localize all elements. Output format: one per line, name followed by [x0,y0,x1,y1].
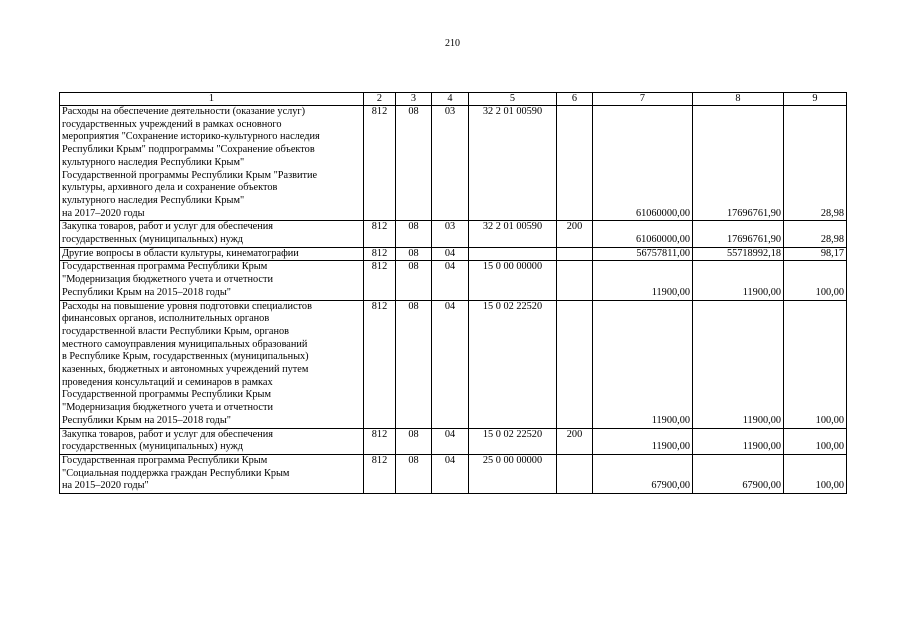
expense-type [557,454,593,493]
header-cell: 9 [784,93,847,106]
table-row [60,221,847,247]
executed-amount: 55718992,18 [693,247,784,261]
section-code: 08 [396,428,432,454]
planned-amount: 56757811,00 [593,247,693,261]
header-cell: 7 [593,93,693,106]
header-row [60,93,847,106]
section-code: 08 [396,221,432,247]
header-cell: 2 [364,93,396,106]
planned-amount: 11900,00 [593,428,693,454]
subsection-code: 03 [432,221,469,247]
target-article: 15 0 02 22520 [469,300,557,428]
header-cell: 6 [557,93,593,106]
expense-type: 200 [557,428,593,454]
target-article: 25 0 00 00000 [469,454,557,493]
header-cell: 5 [469,93,557,106]
target-article: 15 0 02 22520 [469,428,557,454]
subsection-code: 04 [432,428,469,454]
header-cell: 1 [60,93,364,106]
subsection-code: 04 [432,300,469,428]
executed-amount: 11900,00 [693,300,784,428]
planned-amount: 61060000,00 [593,106,693,221]
budget-table [59,92,847,494]
target-article: 32 2 01 00590 [469,221,557,247]
page-number: 210 [445,38,460,49]
planned-amount: 11900,00 [593,261,693,300]
header-cell: 8 [693,93,784,106]
section-code: 08 [396,261,432,300]
expense-type [557,247,593,261]
expense-name: Расходы на повышение уровня подготовки специалистов финансовых органов, исполнительных органов государственной власти Республики Крым, органов местного самоуправления муниципальных образований в Республике Крым, государственных (муниципальных) казенных, бюджетных и автономных учреждений путем проведения консультаций и семинаров в рамках Государственной программы Республики Крым "Модернизация бюджетного учета и отчетности Республики Крым на 2015–2018 годы" [60,300,364,428]
header-cell: 3 [396,93,432,106]
subsection-code: 04 [432,454,469,493]
section-code: 08 [396,247,432,261]
percent-executed: 100,00 [784,428,847,454]
subsection-code: 03 [432,106,469,221]
expense-name: Расходы на обеспечение деятельности (оказание услуг) государственных учреждений в рамках основного мероприятия "Сохранение историко-культурного наследия Республики Крым" подпрограммы "Сохранение объектов культурного наследия Республики Крым" Государственной программы Республики Крым "Развитие культуры, архивного дела и сохранение объектов культурного наследия Республики Крым" на 2017–2020 годы [60,106,364,221]
executed-amount: 11900,00 [693,428,784,454]
planned-amount: 67900,00 [593,454,693,493]
section-code: 08 [396,300,432,428]
subsection-code: 04 [432,261,469,300]
expense-name: Закупка товаров, работ и услуг для обеспечения государственных (муниципальных) нужд [60,428,364,454]
expense-name: Государственная программа Республики Крым "Модернизация бюджетного учета и отчетности Республики Крым на 2015–2018 годы" [60,261,364,300]
table-row [60,247,847,261]
table-row [60,300,847,428]
table-row [60,261,847,300]
expense-name: Другие вопросы в области культуры, кинематографии [60,247,364,261]
ministry-code: 812 [364,247,396,261]
executed-amount: 17696761,90 [693,221,784,247]
percent-executed: 28,98 [784,221,847,247]
ministry-code: 812 [364,221,396,247]
subsection-code: 04 [432,247,469,261]
executed-amount: 67900,00 [693,454,784,493]
target-article [469,247,557,261]
percent-executed: 100,00 [784,454,847,493]
target-article: 32 2 01 00590 [469,106,557,221]
planned-amount: 61060000,00 [593,221,693,247]
planned-amount: 11900,00 [593,300,693,428]
percent-executed: 100,00 [784,261,847,300]
table-row [60,428,847,454]
expense-type: 200 [557,221,593,247]
expense-type [557,300,593,428]
section-code: 08 [396,454,432,493]
expense-type [557,106,593,221]
percent-executed: 28,98 [784,106,847,221]
executed-amount: 11900,00 [693,261,784,300]
executed-amount: 17696761,90 [693,106,784,221]
table-row [60,454,847,493]
header-cell: 4 [432,93,469,106]
ministry-code: 812 [364,428,396,454]
expense-name: Закупка товаров, работ и услуг для обеспечения государственных (муниципальных) нужд [60,221,364,247]
ministry-code: 812 [364,106,396,221]
percent-executed: 100,00 [784,300,847,428]
ministry-code: 812 [364,261,396,300]
expense-name: Государственная программа Республики Крым "Социальная поддержка граждан Республики Крым на 2015–2020 годы" [60,454,364,493]
percent-executed: 98,17 [784,247,847,261]
table-row [60,106,847,221]
ministry-code: 812 [364,454,396,493]
expense-type [557,261,593,300]
section-code: 08 [396,106,432,221]
target-article: 15 0 00 00000 [469,261,557,300]
ministry-code: 812 [364,300,396,428]
